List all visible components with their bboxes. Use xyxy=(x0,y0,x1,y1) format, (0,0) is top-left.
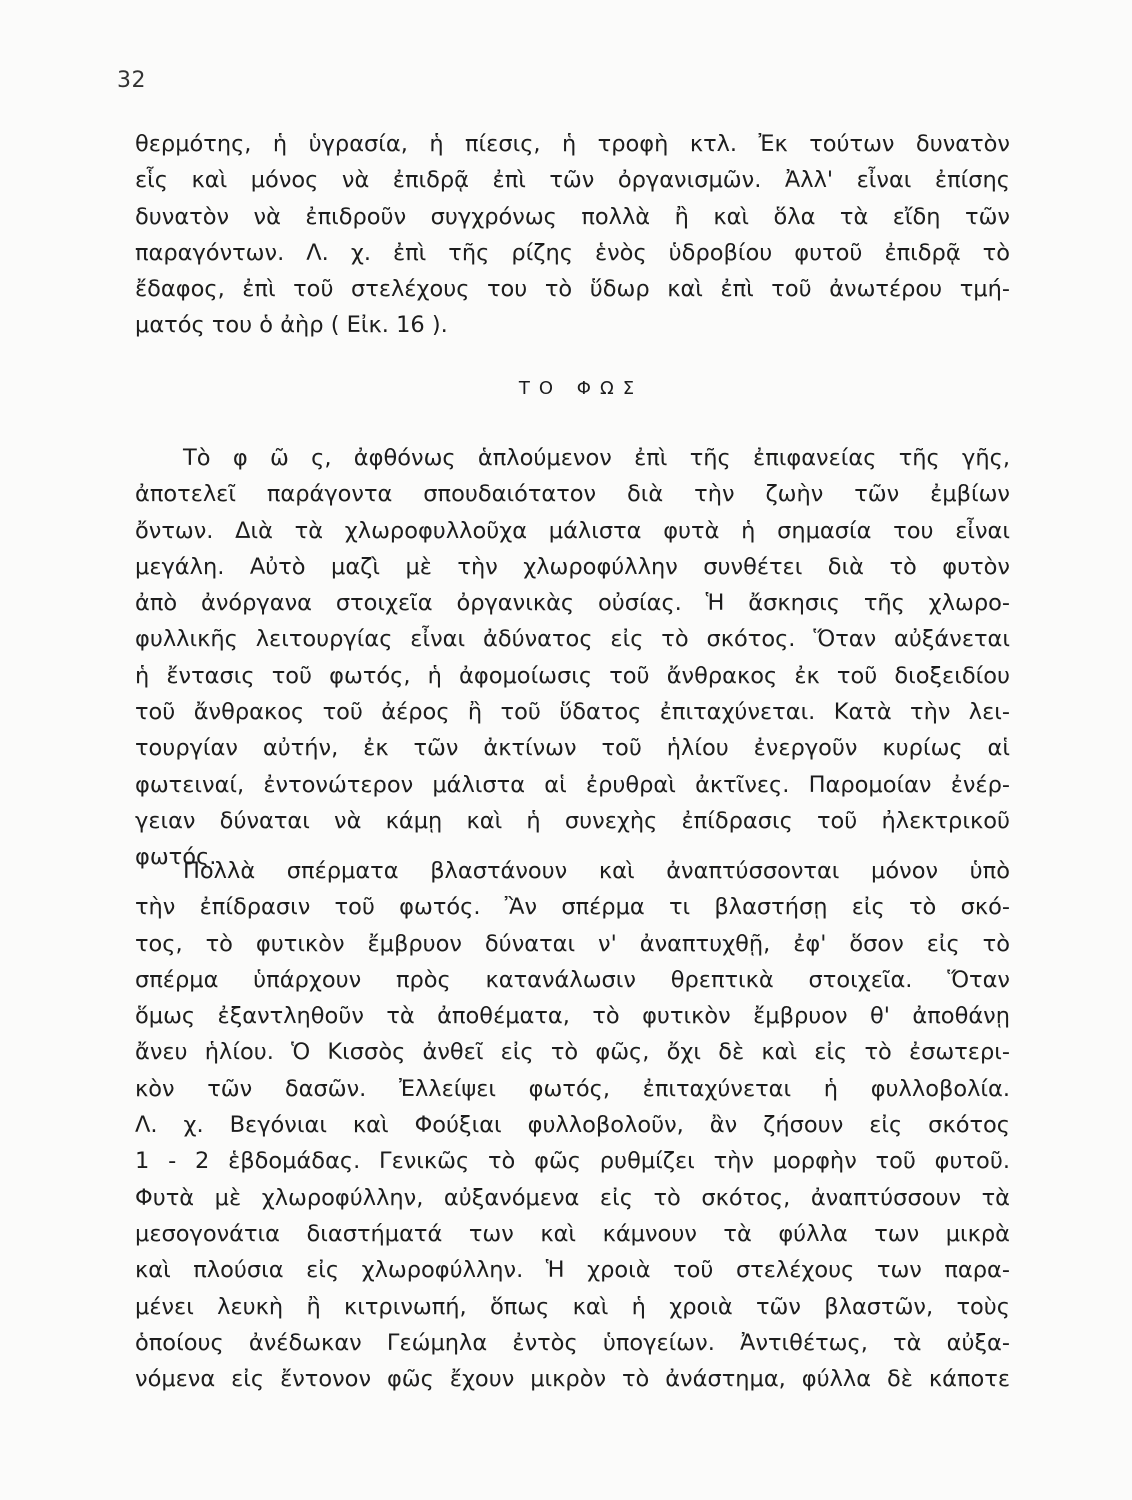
text-line: ἀπὸ ἀνόργανα στοιχεῖα ὀργανικὰς οὐσίας. Ἡ ἄσκησις τῆς χλωρο- xyxy=(135,590,1010,617)
text-line: κὸν τῶν δασῶν. Ἐλλείψει φωτός, ἐπιταχύνεται ἡ φυλλοβολία. xyxy=(135,1075,1010,1102)
text-line: μένει λευκὴ ἢ κιτρινωπή, ὅπως καὶ ἡ χροιὰ τῶν βλαστῶν, τοὺς xyxy=(135,1293,1010,1320)
text-line: Λ. χ. Βεγόνιαι καὶ Φούξιαι φυλλοβολοῦν, ἂν ζήσουν εἰς σκότος xyxy=(135,1112,1010,1139)
text-line: τοῦ ἄνθρακος τοῦ ἀέρος ἢ τοῦ ὕδατος ἐπιταχύνεται. Κατὰ τὴν λει- xyxy=(135,699,1010,726)
page-number: 32 xyxy=(117,68,146,93)
text-line: ματός του ὁ ἀὴρ ( Εἰκ. 16 ). xyxy=(135,312,448,339)
text-line: Φυτὰ μὲ χλωροφύλλην, αὐξανόμενα εἰς τὸ σκότος, ἀναπτύσσουν τὰ xyxy=(135,1184,1010,1211)
light-paragraph xyxy=(135,440,1010,876)
text-line: τουργίαν αὐτήν, ἐκ τῶν ἀκτίνων τοῦ ἡλίου ἐνεργοῦν κυρίως αἱ xyxy=(135,735,1010,762)
text-line: Τὸ φ ῶ ς, ἀφθόνως ἁπλούμενον ἐπὶ τῆς ἐπιφανείας τῆς γῆς, xyxy=(183,445,1010,471)
text-line: φωτός. xyxy=(135,844,217,871)
text-line: ὄντων. Διὰ τὰ χλωροφυλλοῦχα μάλιστα φυτὰ ἡ σημασία του εἶναι xyxy=(135,517,1010,544)
text-line: τὴν ἐπίδρασιν τοῦ φωτός. Ἂν σπέρμα τι βλαστήσῃ εἰς τὸ σκό- xyxy=(135,894,1010,921)
text-line: δυνατὸν νὰ ἐπιδροῦν συγχρόνως πολλὰ ἢ καὶ ὅλα τὰ εἴδη τῶν xyxy=(135,203,1010,230)
text-line: ἔδαφος, ἐπὶ τοῦ στελέχους του τὸ ὕδωρ καὶ ἐπὶ τοῦ ἀνωτέρου τμή- xyxy=(135,276,1010,303)
text-line: ὅμως ἐξαντληθοῦν τὰ ἀποθέματα, τὸ φυτικὸν ἔμβρυον θ' ἀποθάνῃ xyxy=(135,1003,1010,1030)
intro-paragraph xyxy=(135,126,1010,344)
text-line: φωτειναί, ἐντονώτερον μάλιστα αἱ ἐρυθραὶ ἀκτῖνες. Παρομοίαν ἐνέρ- xyxy=(135,771,1010,798)
text-line: νόμενα εἰς ἔντονον φῶς ἔχουν μικρὸν τὸ ἀνάστημα, φύλλα δὲ κάποτε xyxy=(135,1366,1010,1393)
section-heading: ΤΟ ΦΩΣ xyxy=(518,378,644,399)
text-line: καὶ πλούσια εἰς χλωροφύλλην. Ἡ χροιὰ τοῦ στελέχους των παρα- xyxy=(135,1257,1010,1284)
growth-paragraph xyxy=(135,853,1010,1397)
text-line: σπέρμα ὑπάρχουν πρὸς κατανάλωσιν θρεπτικὰ στοιχεῖα. Ὅταν xyxy=(135,966,1010,993)
text-line: ἄνευ ἡλίου. Ὁ Κισσὸς ἀνθεῖ εἰς τὸ φῶς, ὄχι δὲ καὶ εἰς τὸ ἐσωτερι- xyxy=(135,1039,1010,1066)
text-line: τος, τὸ φυτικὸν ἔμβρυον δύναται ν' ἀναπτυχθῇ, ἐφ' ὅσον εἰς τὸ xyxy=(135,930,1010,957)
text-line: εἷς καὶ μόνος νὰ ἐπιδρᾷ ἐπὶ τῶν ὀργανισμῶν. Ἀλλ' εἶναι ἐπίσης xyxy=(135,167,1010,194)
text-line: θερμότης, ἡ ὑγρασία, ἡ πίεσις, ἡ τροφὴ κτλ. Ἐκ τούτων δυνατὸν xyxy=(135,131,1010,157)
text-line: παραγόντων. Λ. χ. ἐπὶ τῆς ρίζης ἑνὸς ὑδροβίου φυτοῦ ἐπιδρᾷ τὸ xyxy=(135,239,1010,266)
text-line: ὁποίους ἀνέδωκαν Γεώμηλα ἐντὸς ὑπογείων. Ἀντιθέτως, τὰ αὐξα- xyxy=(135,1329,1010,1356)
text-line: 1 - 2 ἑβδομάδας. Γενικῶς τὸ φῶς ρυθμίζει τὴν μορφὴν τοῦ φυτοῦ. xyxy=(135,1148,1010,1175)
text-line: γειαν δύναται νὰ κάμῃ καὶ ἡ συνεχὴς ἐπίδρασις τοῦ ἠλεκτρικοῦ xyxy=(135,807,1010,834)
text-line: μεγάλη. Αὐτὸ μαζὶ μὲ τὴν χλωροφύλλην συνθέτει διὰ τὸ φυτὸν xyxy=(135,553,1010,580)
text-line: Πολλὰ σπέρματα βλαστάνουν καὶ ἀναπτύσσονται μόνον ὑπὸ xyxy=(183,858,1010,884)
text-line: φυλλικῆς λειτουργίας εἶναι ἀδύνατος εἰς τὸ σκότος. Ὅταν αὐξάνεται xyxy=(135,626,1010,653)
text-line: μεσογονάτια διαστήματά των καὶ κάμνουν τὰ φύλλα των μικρὰ xyxy=(135,1220,1010,1247)
text-line: ἀποτελεῖ παράγοντα σπουδαιότατον διὰ τὴν ζωὴν τῶν ἐμβίων xyxy=(135,481,1010,508)
text-line: ἡ ἔντασις τοῦ φωτός, ἡ ἀφομοίωσις τοῦ ἄνθρακος ἐκ τοῦ διοξειδίου xyxy=(135,662,1010,689)
